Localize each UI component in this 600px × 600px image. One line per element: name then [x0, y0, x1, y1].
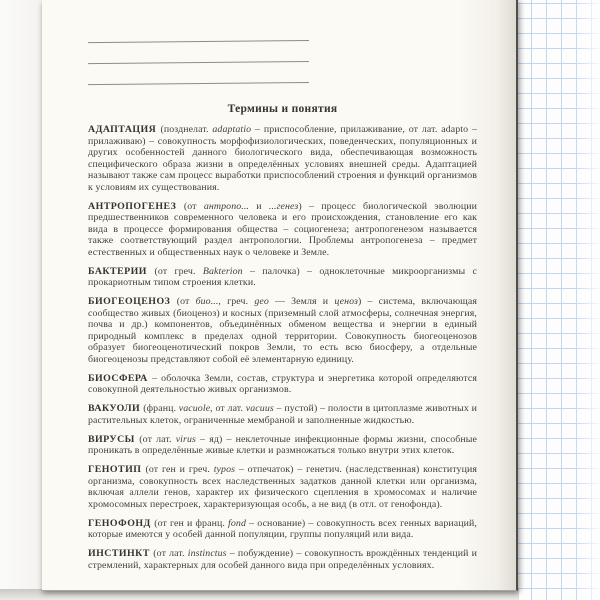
term-definition-segment: (от — [183, 200, 204, 212]
glossary-entry — [88, 296, 477, 365]
term-name: ГЕНОФОНД — [88, 517, 155, 529]
term-definition-segment: – основание) – совокупность всех генных вариаций, которые имеются у особей данной популяции, группы популяций или вида. — [88, 517, 477, 540]
grid-paper-fade — [574, 0, 600, 600]
glossary-entry — [88, 518, 477, 541]
glossary-entry — [88, 403, 477, 426]
term-definition-segment: – пустой) – полости в цитоплазме животных и растительных клеток, ограниченные мембраной и заполненные жидкостью. — [88, 403, 477, 426]
term-name: ИНСТИНКТ — [88, 548, 154, 559]
glossary-entry — [88, 373, 477, 396]
term-definition-segment: instinctus — [187, 548, 227, 559]
book-page — [42, 0, 518, 591]
term-definition-segment: vacuus — [245, 403, 274, 414]
term-definition-segment: (от — [176, 296, 196, 307]
term-definition-segment: – отпечаток) – генетич. (наследственная) конституция организма, совокупность всех наследственных задатков данной клетки или организма, включая аллели генов, характер их физического сцепления в хромосомах и наличие хромосомных перестроек, характеризующая особь, а не вид (в отл. от генофонда). — [88, 464, 477, 510]
glossary-entry — [88, 201, 477, 259]
term-name: ВИРУСЫ — [88, 433, 140, 445]
page-content — [42, 0, 516, 571]
term-definition-segment: (от греч. — [154, 265, 203, 277]
term-definition-segment: ...генез — [268, 200, 299, 212]
term-definition-segment: (от ген и франц. — [154, 517, 229, 529]
term-definition-segment: антропо... — [203, 200, 249, 212]
term-definition-segment: fond — [228, 517, 246, 529]
glossary-entry — [88, 124, 477, 193]
term-definition-segment: geo — [254, 296, 269, 307]
term-definition-segment: (позднелат. — [160, 124, 213, 135]
term-definition-segment: , греч. — [218, 296, 255, 307]
glossary-entry — [88, 548, 477, 571]
ruled-line — [88, 82, 309, 85]
term-definition-segment: (от ген и греч. — [145, 464, 214, 475]
term-definition-segment: adaptatio — [212, 124, 252, 135]
term-definition-segment: (от лат. — [153, 548, 188, 559]
term-name: ГЕНОТИП — [88, 464, 146, 475]
glossary-entry — [88, 266, 477, 289]
term-definition-segment: и — [248, 200, 269, 212]
backdrop-left-strip — [0, 0, 42, 600]
term-definition-segment: virus — [175, 433, 196, 445]
term-definition-segment: ) – система, включающая сообщество живых (биоценоз) и косных (приземный слой атмосферы, солнечная энергия, почва и др.) компонентов, объединённых обменом вещества и энергии в единый природный комплекс в пределах одной территории. Совокупность биогеоценозов образует биогеоценотический покров Земли, то есть всю биосферу, а отдельные биогеоценозы представляют собой её элементарную единицу. — [88, 296, 477, 365]
term-definition-segment: ) – процесс биологической эволюции предшественников современного человека и его происхождения, становление его как вида в процессе формирования общества – социогенеза; антропогенезом называется также соответствующий раздел антропологии. Проблемы антропогенеза – предмет естественных и общественных наук о человеке и Земле. — [88, 200, 477, 258]
term-definition-segment: – оболочка Земли, состав, структура и энергетика которой определяются совокупной деятельностью живых организмов. — [88, 372, 477, 395]
term-definition-segment: – яд) – неклеточные инфекционные формы жизни, способные проникать в определённые живые клетки и размножаться только внутри этих клеток. — [88, 433, 477, 456]
term-definition-segment: typos — [213, 464, 236, 475]
term-name: БИОГЕОЦЕНОЗ — [88, 296, 177, 307]
ruled-lines-block — [88, 40, 477, 83]
term-name: БИОСФЕРА — [88, 372, 153, 384]
term-definition-segment: (от лат. — [139, 433, 176, 445]
term-name: АНТРОПОГЕНЕЗ — [88, 200, 184, 212]
term-definition-segment: – палочка) – одноклеточные микроорганизмы с прокариотным типом строения клетки. — [88, 265, 477, 288]
term-definition-segment: ценоз — [334, 296, 358, 307]
term-definition-segment: био... — [195, 296, 219, 307]
ruled-line — [88, 61, 309, 64]
term-definition-segment: – приспособление, прилаживание, от лат. adapto – прилаживаю) – совокупность морфофизиологических, поведенческих, популяционных и других особенностей данного биологического вида, обеспечивающая возможность специфического образа жизни в определённых условиях внешней среды. Адаптацией называют также сам процесс выработки приспособлений строения и функций организмов к условиям их существования. — [88, 124, 477, 193]
glossary-entry — [88, 464, 477, 510]
term-name: БАКТЕРИИ — [88, 265, 155, 277]
term-definition-segment: , от лат. — [210, 403, 246, 414]
term-definition-segment: – побуждение) – совокупность врождённых тенденций и стремлений, характерных для особей данного вида при определённых условиях. — [88, 548, 477, 571]
page-title: Термины и понятия — [227, 103, 338, 115]
term-name: ВАКУОЛИ — [88, 403, 144, 414]
term-definition-segment: vacuole — [178, 403, 211, 414]
term-definition-segment: Bakterion — [202, 265, 243, 277]
term-definition-segment: (франц. — [143, 403, 179, 414]
terms-list — [88, 124, 477, 571]
term-definition-segment: — Земля и — [268, 296, 335, 307]
glossary-entry — [88, 434, 477, 457]
ruled-line — [88, 40, 309, 43]
term-name: АДАПТАЦИЯ — [88, 124, 161, 135]
